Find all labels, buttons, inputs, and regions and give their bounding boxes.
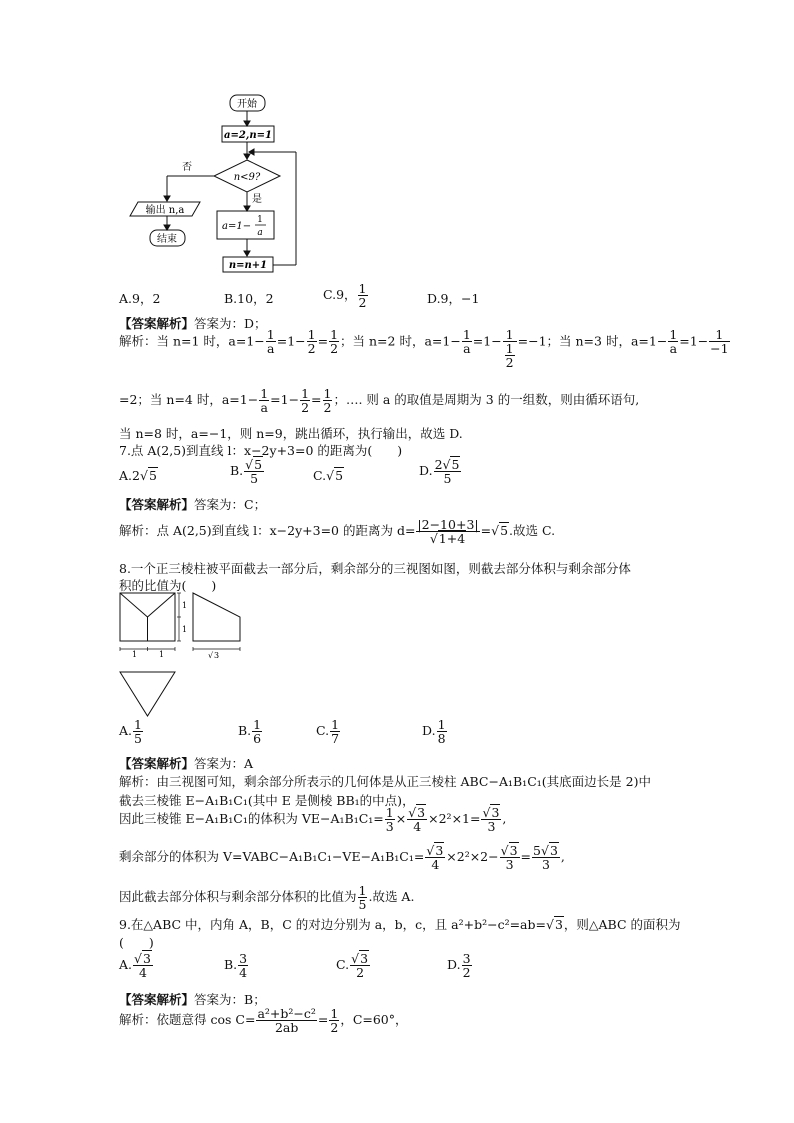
q9-stem-line2: ( )	[119, 935, 154, 950]
q6-answer-text: 答案为：D；	[194, 316, 267, 331]
q6-sol-text: =1−	[270, 392, 300, 408]
q6-option-b: B.10，2	[224, 291, 274, 306]
q8-answer	[119, 754, 253, 772]
q8-stem-line2: 积的比值为( )	[119, 578, 217, 593]
q7-sol-den: 1+4	[438, 531, 466, 547]
q9-sol-text: 解析：依题意得 cos C=	[119, 1012, 256, 1028]
flowchart-start-label: 开始	[237, 99, 257, 110]
q9-stem-text: ，则△ABC 的面积为	[563, 917, 681, 932]
q8-sol-text: 剩余部分的体积为 V=VABC−A₁B₁C₁−VE−A₁B₁C₁=	[119, 849, 425, 865]
q9-opt-text: C.	[336, 957, 350, 973]
three-view-figure	[115, 590, 245, 720]
q8-option-d: D. $\frac{1}{8}$	[422, 717, 446, 747]
q6-half-den: 2	[358, 295, 367, 311]
q6-sol-text: ；…. 则 a 的取值是周期为 3 的一组数，则由循环语句,	[333, 392, 640, 408]
q9-sol-num: a²+b²−c²	[257, 1006, 316, 1021]
q9-sol-text: ，C=60°，	[340, 1012, 408, 1028]
q6-option-d: D.9，−1	[427, 291, 480, 306]
q9-opt-text: B.	[224, 957, 238, 973]
dim-height-bottom: 1	[182, 625, 188, 634]
q8-answer-tag: 【答案解析】	[119, 756, 195, 771]
q9-stem-text: 9.在△ABC 中，内角 A，B，C 的对边分别为 a，b，c，且 a²+b²−c²=ab=	[119, 917, 546, 932]
q8-stem-line1: 8.一个正三棱柱被平面截去一部分后，剩余部分的三视图如图，则截去部分体积与剩余部分体	[119, 561, 631, 576]
q7-rad: 5	[148, 468, 157, 483]
q8-den: 5	[134, 731, 142, 747]
q6-sol-text: ；当 n=2 时，a=1−	[340, 333, 461, 349]
q9-option-c: C. $\frac{√3}{2}$	[336, 951, 369, 981]
q8-sol-text: 因此截去部分体积与剩余部分体积的比值为	[119, 889, 357, 905]
q7-option-b: B. $\frac{√5}{5}$	[230, 457, 263, 487]
dim-height-top: 1	[182, 601, 188, 610]
q8-sol-text: 因此三棱锥 E−A₁B₁C₁的体积为 VE−A₁B₁C₁=	[119, 811, 384, 827]
flowchart-assign-num: 1	[257, 215, 263, 225]
flowchart-assign-den: a	[257, 228, 263, 238]
q8-option-b: B. $\frac{1}{6}$	[238, 717, 262, 747]
q6-option-c-text: C.9，	[323, 287, 357, 303]
q7-answer	[119, 495, 266, 513]
q9-opt-text: A.	[119, 957, 133, 973]
q8-sol-text: .故选 A.	[368, 889, 415, 905]
q8-solution-line5: 因此截去部分体积与剩余部分体积的比值为 $\frac{1}{5}$ .故选 A.	[119, 883, 415, 913]
q9-opt-text: D.	[447, 957, 461, 973]
q8-opt-text: A.	[119, 723, 133, 739]
flowchart-assign-prefix: a=1−	[222, 221, 252, 232]
q7-sol-text: =	[480, 523, 492, 539]
q8-solution-line1: 解析：由三视图可知，剩余部分所表示的几何体是从正三棱柱 ABC−A₁B₁C₁(其底面边长是 2)中	[119, 774, 651, 789]
flowchart-cond-label: n<9?	[233, 172, 261, 183]
dim-side-width: 3	[214, 651, 220, 660]
q8-sol-text: ×2²×1=	[428, 811, 481, 827]
q8-answer-text: 答案为：A	[194, 756, 254, 771]
q8-solution-line2: 截去三棱锥 E−A₁B₁C₁(其中 E 是侧棱 BB₁的中点)，	[119, 793, 415, 808]
q7-opt-text: C.	[313, 468, 327, 483]
q6-answer-tag: 【答案解析】	[119, 316, 195, 331]
q8-opt-text: B.	[238, 723, 252, 739]
flowchart-end-label: 结束	[157, 234, 177, 245]
q9-answer	[119, 990, 266, 1008]
q9-option-b: B. $\frac{3}{4}$	[224, 951, 248, 981]
q7-stem: 7.点 A(2,5)到直线 l：x−2y+3=0 的距离为( )	[119, 443, 403, 458]
q9-option-a: A. $\frac{√3}{4}$	[119, 951, 151, 981]
q7-option-d: D. $\frac{2√5}{5}$	[419, 457, 460, 487]
q6-sol-text: =1−	[679, 333, 709, 349]
q8-option-c: C. $\frac{1}{7}$	[316, 717, 340, 747]
q6-sol-text: =−1；当 n=3 时，a=1−	[517, 333, 668, 349]
q6-option-c	[323, 282, 369, 309]
dim-side-sqrt-symbol: √	[208, 651, 214, 660]
q6-sol-text: =2；当 n=4 时，a=1−	[119, 392, 259, 408]
q6-sol-text: =1−	[472, 333, 502, 349]
q8-den: 8	[437, 731, 446, 747]
q8-option-a: A. $\frac{1}{5}$	[119, 717, 142, 747]
flowchart	[110, 90, 310, 275]
q8-sol-text: ×2²×2−	[446, 849, 499, 865]
q9-answer-text: 答案为：B；	[194, 992, 266, 1007]
q6-sol-text: =	[311, 392, 322, 408]
q8-opt-text: D.	[422, 723, 436, 739]
q6-sol-text: =1−	[276, 333, 306, 349]
q7-sol-text: .故选 C.	[509, 523, 556, 539]
q6-solution-line2: =2；当 n=4 时，a=1− $\frac{1}{a}$ =1− $\frac{1}{2}$ = $\frac{1}{2}$ ；…. 则 a 的取值是周期为 3 的一组数，则由循环语句,	[119, 386, 640, 416]
q8-solution-line4: 剩余部分的体积为 V=VABC−A₁B₁C₁−VE−A₁B₁C₁= $\frac{√3}{4}$ ×2²×2− $\frac{√3}{3}$ = $\frac{5√3}{3}$ ,	[119, 843, 565, 873]
q8-solution-line3: 因此三棱锥 E−A₁B₁C₁的体积为 VE−A₁B₁C₁= $\frac{1}{3}$ × $\frac{√3}{4}$ ×2²×1= $\frac{√3}{3}$ ,	[119, 805, 507, 835]
top-view	[120, 672, 175, 716]
q8-opt-text: C.	[316, 723, 330, 739]
q6-solution-line1: 解析：当 n=1 时，a=1− $\frac{1}{a}$ =1− $\frac{1}{2}$ = $\frac{1}{2}$ ；当 n=2 时，a=1− $\frac{1}{a}$ =1− $\frac{1}{\frac{1}{2}}$ =−1；当 n=3 时，a=1− $\frac{1}{a}$ =1− $\frac{1}{-1}$	[119, 327, 729, 371]
q7-solution: 解析：点 A(2,5)到直线 l：x−2y+3=0 的距离为 d= $\frac{|2-10+3|}{√1+4}$ =√5.故选 C.	[119, 517, 556, 547]
q9-sol-den: 2ab	[256, 1020, 316, 1034]
q7-opt-text: D.	[419, 463, 433, 479]
q9-answer-tag: 【答案解析】	[119, 992, 195, 1007]
q6-half-num: 1	[358, 281, 367, 296]
q8-sol-text: ×	[395, 811, 407, 827]
q9-sol-text: =	[317, 1012, 329, 1028]
q9-solution: 解析：依题意得 cos C= $\frac{\text{a²+b²−c²}}{2ab}$ = $\frac{1}{2}$ ，C=60°，	[119, 1006, 408, 1036]
q7-option-c: C.√5	[313, 468, 344, 483]
q7-opt-text: A.2	[119, 468, 140, 483]
q7-answer-text: 答案为：C；	[194, 497, 267, 512]
flowchart-yes-label: 是	[252, 194, 262, 205]
flowchart-no-label: 否	[182, 162, 192, 173]
q7-opt-text: B.	[230, 463, 244, 479]
q8-den: 6	[253, 731, 262, 747]
q9-stem-line1: 9.在△ABC 中，内角 A，B，C 的对边分别为 a，b，c，且 a²+b²−c²=ab=√3，则△ABC 的面积为	[119, 917, 681, 932]
q8-sol-text: =	[520, 849, 532, 865]
q9-option-d: D. $\frac{3}{2}$	[447, 951, 471, 981]
dim-width-left: 1	[132, 650, 138, 659]
q8-den: 7	[331, 731, 340, 747]
q6-solution-line3: 当 n=8 时，a=−1，则 n=9，跳出循环，执行输出，故选 D.	[119, 426, 463, 441]
q7-answer-tag: 【答案解析】	[119, 497, 195, 512]
q7-sol-text: 解析：点 A(2,5)到直线 l：x−2y+3=0 的距离为 d=	[119, 523, 416, 539]
side-view	[193, 593, 240, 641]
q7-option-a: A.2√5	[119, 468, 157, 483]
flowchart-init-label: a=2,n=1	[224, 130, 272, 141]
dim-width-right: 1	[159, 650, 165, 659]
q6-option-a: A.9，2	[119, 291, 161, 306]
q6-sol-text: 解析：当 n=1 时，a=1−	[119, 333, 265, 349]
flowchart-incr-label: n=n+1	[228, 260, 268, 271]
q7-sol-num: |2−10+3|	[417, 517, 479, 532]
q6-sol-text: =	[317, 333, 329, 349]
flowchart-output-label: 输出 n,a	[145, 205, 185, 216]
